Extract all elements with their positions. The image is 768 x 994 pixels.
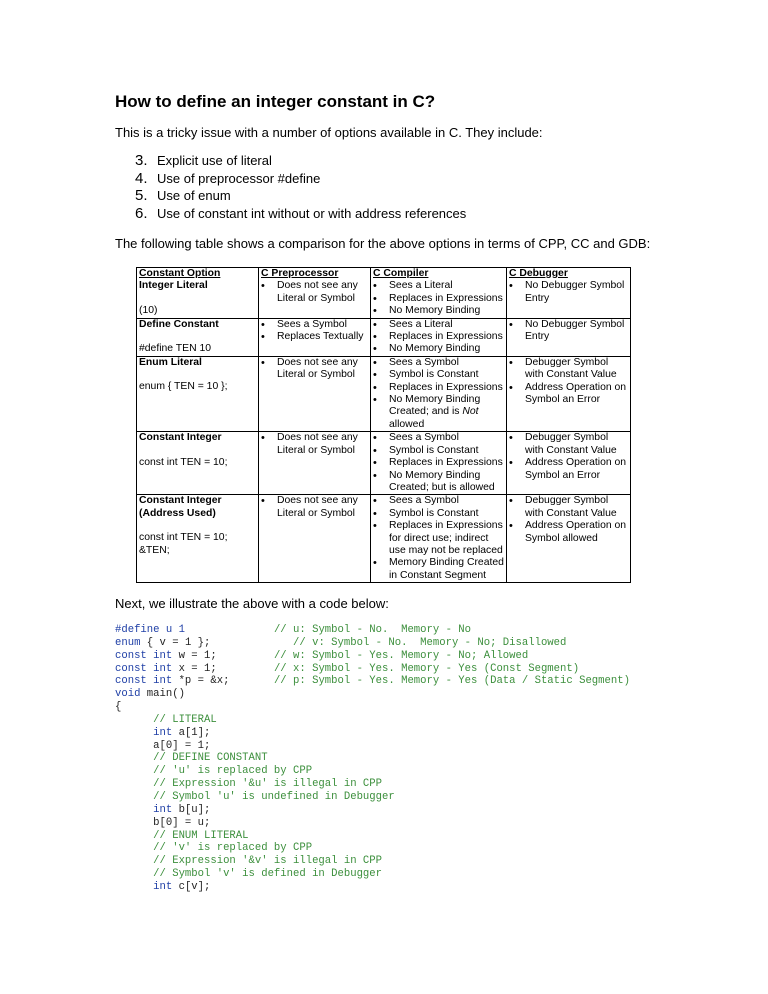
code-keyword: int	[153, 880, 173, 893]
code-line	[115, 701, 121, 713]
list-number: 4.	[135, 169, 148, 187]
debugger-bullet: • No Debugger Symbol Entry	[509, 319, 628, 344]
code-text: a[1];	[172, 726, 211, 739]
compiler-cell	[371, 432, 507, 495]
options-list	[135, 152, 466, 222]
preprocessor-bullet: • Does not see any Literal or Symbol	[261, 495, 368, 520]
code-text: b[0] = u;	[115, 816, 211, 829]
code-line	[115, 727, 210, 739]
preprocessor-list	[261, 357, 368, 382]
debugger-bullet: • Debugger Symbol with Constant Value	[509, 432, 628, 457]
debugger-bullet: • Address Operation on Symbol an Error	[509, 382, 628, 407]
preprocessor-cell	[259, 356, 371, 431]
code-comment: // DEFINE CONSTANT	[115, 752, 268, 765]
compiler-list	[373, 280, 504, 317]
code-comment: // 'u' is replaced by CPP	[115, 765, 313, 778]
option-example: (10)	[139, 304, 158, 316]
preprocessor-cell	[259, 280, 371, 318]
compiler-bullet: • Replaces in Expressions	[373, 382, 504, 394]
code-text: x = 1;	[172, 662, 274, 675]
code-line	[115, 752, 268, 764]
preprocessor-bullet: • Does not see any Literal or Symbol	[261, 432, 368, 457]
preprocessor-list	[261, 280, 368, 305]
option-example: const int TEN = 10; &TEN;	[139, 532, 228, 556]
code-comment: // Symbol 'u' is undefined in Debugger	[115, 790, 395, 803]
code-text	[115, 727, 153, 739]
debugger-list	[509, 495, 628, 545]
compiler-cell	[371, 280, 507, 318]
emphasis-text: Not	[462, 406, 479, 418]
code-line	[115, 791, 395, 803]
code-keyword: void	[115, 688, 141, 701]
code-text: *p = &x;	[172, 675, 274, 688]
debugger-list	[509, 319, 628, 344]
code-text: { v = 1 };	[140, 636, 294, 649]
option-cell	[137, 318, 259, 356]
compiler-bullet: • Sees a Symbol	[373, 432, 504, 444]
code-line	[115, 765, 312, 777]
compiler-bullet: • No Memory Binding Created; but is allowed	[373, 470, 504, 495]
code-keyword: int	[153, 726, 173, 739]
option-name: Define Constant	[139, 318, 219, 330]
debugger-cell	[507, 495, 631, 583]
table-row	[137, 280, 631, 318]
compiler-bullet: • Sees a Symbol	[373, 495, 504, 507]
option-example: const int TEN = 10;	[139, 456, 228, 468]
table-intro: The following table shows a comparison for the above options in terms of CPP, CC and GDB:	[115, 236, 651, 251]
header-c-preprocessor: C Preprocessor	[259, 268, 371, 281]
code-comment: // LITERAL	[115, 713, 217, 726]
code-line	[115, 881, 210, 893]
code-comment: // v: Symbol - No. Memory - No; Disallowed	[293, 636, 567, 649]
header-constant-option: Constant Option	[137, 268, 259, 281]
code-comment: // x: Symbol - Yes. Memory - Yes (Const Segment)	[273, 662, 580, 675]
code-comment: // 'v' is replaced by CPP	[115, 842, 313, 855]
compiler-bullet: • Symbol is Constant	[373, 445, 504, 457]
code-line	[115, 842, 312, 854]
compiler-list	[373, 319, 504, 356]
code-line	[115, 624, 471, 636]
code-text	[115, 881, 153, 893]
code-line	[115, 804, 210, 816]
option-name: Constant Integer	[139, 432, 222, 444]
preprocessor-bullet: • Replaces Textually	[261, 331, 368, 343]
code-comment: // Expression '&u' is illegal in CPP	[115, 778, 383, 791]
code-comment: // Expression '&v' is illegal in CPP	[115, 855, 383, 868]
preprocessor-cell	[259, 318, 371, 356]
code-line	[115, 714, 217, 726]
preprocessor-bullet: • Does not see any Literal or Symbol	[261, 280, 368, 305]
debugger-list	[509, 280, 628, 305]
code-line	[115, 637, 566, 649]
header-c-compiler: C Compiler	[371, 268, 507, 281]
compiler-bullet: • Replaces in Expressions for direct use; indirect use may not be replaced	[373, 520, 504, 557]
preprocessor-cell	[259, 432, 371, 495]
code-text: {	[115, 701, 122, 714]
header-c-debugger: C Debugger	[507, 268, 631, 281]
code-comment: // ENUM LITERAL	[115, 829, 249, 842]
compiler-list	[373, 357, 504, 431]
code-line	[115, 817, 210, 829]
compiler-bullet: • Symbol is Constant	[373, 508, 504, 520]
table-header-row	[137, 268, 631, 281]
compiler-cell	[371, 495, 507, 583]
option-name: Integer Literal	[139, 280, 208, 292]
code-block	[115, 624, 630, 894]
list-number: 3.	[135, 152, 148, 170]
code-line	[115, 830, 249, 842]
code-comment: // u: Symbol - No. Memory - No	[273, 624, 472, 636]
code-text: b[u];	[172, 803, 211, 816]
compiler-bullet: • Sees a Symbol	[373, 357, 504, 369]
compiler-bullet: • Sees a Literal	[373, 280, 504, 292]
compiler-bullet: • No Memory Binding	[373, 343, 504, 355]
code-comment: // p: Symbol - Yes. Memory - Yes (Data / Static Segment)	[273, 675, 630, 688]
preprocessor-bullet: • Does not see any Literal or Symbol	[261, 357, 368, 382]
option-example: #define TEN 10	[139, 343, 212, 355]
code-line	[115, 688, 185, 700]
code-line	[115, 868, 382, 880]
debugger-bullet: • Debugger Symbol with Constant Value	[509, 495, 628, 520]
compiler-bullet: • No Memory Binding	[373, 305, 504, 317]
compiler-bullet: • Replaces in Expressions	[373, 331, 504, 343]
code-keyword: const int	[115, 649, 173, 662]
compiler-list	[373, 495, 504, 582]
compiler-bullet: • Memory Binding Created in Constant Segment	[373, 557, 504, 582]
option-cell	[137, 356, 259, 431]
code-text: a[0] = 1;	[115, 739, 211, 752]
code-keyword: int	[153, 803, 173, 816]
debugger-cell	[507, 318, 631, 356]
code-comment: // Symbol 'v' is defined in Debugger	[115, 868, 383, 881]
code-text: main()	[140, 688, 185, 701]
table-row	[137, 432, 631, 495]
debugger-bullet: • Address Operation on Symbol an Error	[509, 457, 628, 482]
compiler-bullet: • Sees a Literal	[373, 319, 504, 331]
list-text: Use of enum	[157, 188, 231, 204]
debugger-bullet: • Debugger Symbol with Constant Value	[509, 357, 628, 382]
code-text: w = 1;	[172, 649, 274, 662]
compiler-bullet: • Replaces in Expressions	[373, 457, 504, 469]
debugger-cell	[507, 280, 631, 318]
debugger-list	[509, 357, 628, 407]
intro-paragraph: This is a tricky issue with a number of options available in C. They include:	[115, 125, 543, 140]
compiler-bullet: • Symbol is Constant	[373, 369, 504, 381]
debugger-cell	[507, 356, 631, 431]
list-number: 5.	[135, 187, 148, 205]
compiler-cell	[371, 318, 507, 356]
preprocessor-list	[261, 432, 368, 457]
list-item	[135, 152, 466, 170]
table-row	[137, 495, 631, 583]
compiler-cell	[371, 356, 507, 431]
debugger-list	[509, 432, 628, 482]
debugger-bullet: • No Debugger Symbol Entry	[509, 280, 628, 305]
code-comment: // w: Symbol - Yes. Memory - No; Allowed	[273, 649, 529, 662]
compiler-list	[373, 432, 504, 494]
list-number: 6.	[135, 205, 148, 223]
table-row	[137, 356, 631, 431]
code-keyword: enum	[115, 636, 141, 649]
preprocessor-bullet: • Sees a Symbol	[261, 319, 368, 331]
list-item	[135, 187, 466, 205]
list-text: Use of preprocessor #define	[157, 170, 321, 186]
code-line	[115, 740, 210, 752]
code-keyword: #define u 1	[115, 624, 274, 636]
code-intro: Next, we illustrate the above with a code below:	[115, 596, 389, 611]
code-line	[115, 675, 630, 687]
option-example: enum { TEN = 10 };	[139, 381, 228, 393]
option-cell	[137, 280, 259, 318]
list-item	[135, 170, 466, 188]
debugger-cell	[507, 432, 631, 495]
code-line	[115, 778, 382, 790]
option-cell	[137, 432, 259, 495]
preprocessor-list	[261, 495, 368, 520]
table-row	[137, 318, 631, 356]
page-title: How to define an integer constant in C?	[115, 92, 436, 111]
comparison-table	[136, 267, 631, 583]
code-line	[115, 663, 579, 675]
code-keyword: const int	[115, 662, 173, 675]
list-text: Explicit use of literal	[157, 153, 272, 169]
preprocessor-list	[261, 319, 368, 344]
option-name: Enum Literal	[139, 356, 202, 368]
code-text	[115, 804, 153, 816]
code-keyword: const int	[115, 675, 173, 688]
code-line	[115, 855, 382, 867]
option-cell	[137, 495, 259, 583]
list-text: Use of constant int without or with address references	[157, 206, 467, 222]
compiler-bullet: • No Memory Binding Created; and is Not allowed	[373, 394, 504, 431]
code-line	[115, 650, 528, 662]
code-text: c[v];	[172, 880, 211, 893]
preprocessor-cell	[259, 495, 371, 583]
list-item	[135, 205, 466, 223]
option-name: Constant Integer (Address Used)	[139, 495, 222, 519]
debugger-bullet: • Address Operation on Symbol allowed	[509, 520, 628, 545]
compiler-bullet: • Replaces in Expressions	[373, 293, 504, 305]
